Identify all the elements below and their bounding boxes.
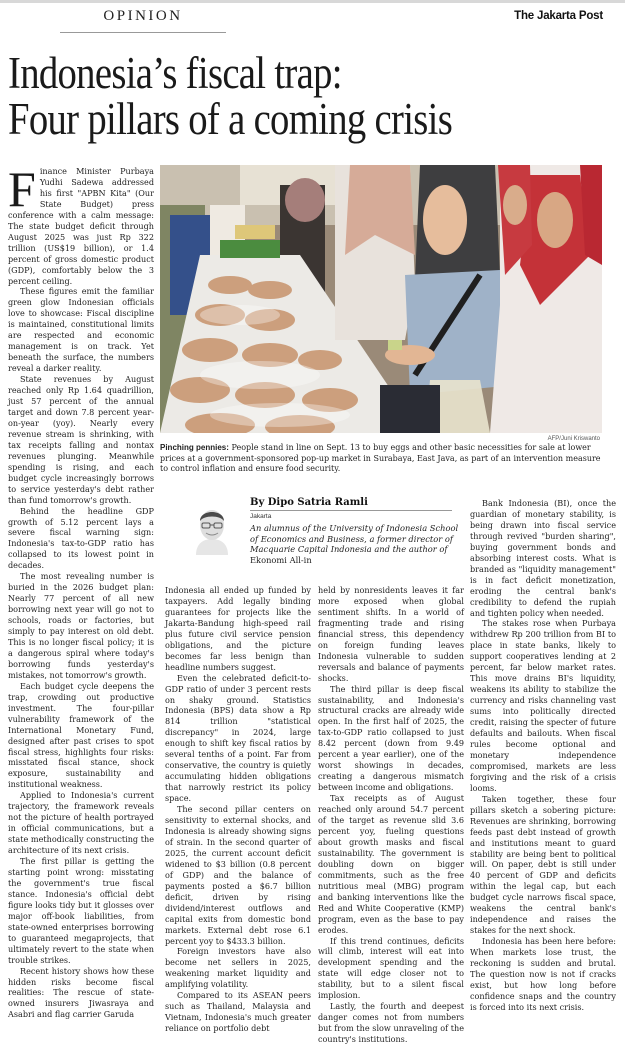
paragraph: Tax receipts as of August reached only around 54.7 percent of the target as revenue slid 3.6 percent yoy, fueling questions about growth masks and fiscal sustainability. The government is doubling down on bigger commitments, such as the free nutritious meal (MBG) program and banking interventions like the Red and White Cooperative (KMP) program, even as the base to pay erodes. (318, 793, 464, 935)
author-portrait (192, 503, 232, 555)
section-label: OPINION (60, 8, 226, 33)
paragraph: If this trend continues, deficits will climb, interest will eat into development spending and the state will edge closer not to stability, but to a silent fiscal implosion. (318, 935, 464, 1001)
author-byline: By Dipo Satria Ramli (250, 497, 452, 511)
book-title: Ekonomi All-in (250, 554, 312, 565)
paragraph: These figures emit the familiar green glow Indonesian officials love to showcase: Fiscal discipline is maintained, constitutional limits are respected and economic management is on track. Yet beneath the surface, the numbers reveal a darker reality. (8, 286, 154, 374)
article-column-2 (165, 585, 311, 1034)
photo-caption (160, 443, 610, 475)
paragraph: State revenues by August reached only Rp 1.64 quadrillion, just 57 percent of the annual target and down 7.8 percent year-on-year (yoy). Nearly every revenue stream is shrinking, with tax receipts falling and nontax revenues plunging. Meanwhile spending is rising, and each budget cycle increasingly borrows to service yesterday's debt rather than fund tomorrow's growth. (8, 374, 154, 505)
caption-lead: Pinching pennies: (160, 443, 229, 452)
author-bio: An alumnus of the University of Indonesia School of Economics and Business, a former director of Macquarie Capital Indonesia and the author of Ekonomi All-in (250, 523, 459, 565)
publication-masthead: The Jakarta Post (514, 10, 603, 22)
article-column-4 (470, 498, 616, 1013)
paragraph: Even the celebrated deficit-to-GDP ratio of under 3 percent rests on shaky ground. Statistics Indonesia (BPS) data show a Rp 814 trillion "statistical discrepancy" in 2024, large enough to shift key fiscal ratios by several tenths of a point. Far from conservative, the country is quietly accumulating hidden obligations that narrowly restrict its policy space. (165, 672, 311, 804)
paragraph: Indonesia has been here before: When markets lose trust, the reckoning is sudden and brutal. The question now is not if cracks exist, but how long before confidence snaps and the country is forced into its next crisis. (470, 936, 616, 1012)
paragraph: Each budget cycle deepens the trap, crowding out productive investment. The four-pillar vulnerability framework of the International Monetary Fund, designed after past crises to spot fiscal stress, highlights four risks: misstated fiscal stance, shock exposure, sustainability and institutional weakness. (8, 680, 154, 790)
paragraph: Behind the headline GDP growth of 5.12 percent lays a severe fiscal warning sign: Indonesia's tax-to-GDP ratio has collapsed to its lowest point in decades. (8, 505, 154, 571)
caption-text: People stand in line on Sept. 13 to buy eggs and other basic necessities for sale at lower prices at a government-sponsored pop-up market in Surabaya, East Java, as part of an intervention measure to control inflation and ensure food security. (160, 443, 601, 473)
paragraph: Taken together, these four pillars sketch a sobering picture: Revenues are shrinking, borrowing feeds past debt instead of growth and institutions meant to guard stability are being bent to political will. On paper, debt is still under 40 percent of GDP and deficits within the legal cap, but each budget cycle narrows fiscal space, weakens the central bank's independence and raises the stakes for the next shock. (470, 793, 616, 936)
paragraph: The third pillar is deep fiscal sustainability, and Indonesia's structural cracks are already wide open. In the first half of 2025, the tax-to-GDP ratio collapsed to just 8.42 percent (down from 9.49 percent a year earlier), one of the worst showings in decades, creating a dangerous mismatch between income and obligations. (318, 683, 464, 793)
paragraph: Finance Minister Purbaya Yudhi Sadewa addressed his first "APBN Kita" (Our State Budget) press conference with a calm message: The state budget deficit through August 2025 was just Rp 322 trillion (US$19 billion), or 1.4 percent of gross domestic product (GDP), comfortably below the 3 percent ceiling. (8, 161, 154, 286)
paragraph: Applied to Indonesia's current trajectory, the framework reveals not the picture of health portrayed in official communications, but a state methodically constructing the architecture of its next crisis. (8, 790, 154, 856)
market-photo-illustration (160, 165, 602, 433)
paragraph: Lastly, the fourth and deepest danger comes not from numbers but from the slow unraveling of the country's institutions. (318, 1001, 464, 1045)
dateline: Jakarta (250, 513, 272, 520)
photo-credit: AFP/Juni Kriswanto (547, 436, 600, 442)
headline-line-1: Indonesia’s fiscal trap: (8, 48, 342, 98)
top-border (0, 0, 625, 3)
dropcap: F (8, 161, 36, 217)
headline-line-2: Four pillars of a coming crisis (8, 94, 453, 144)
paragraph: Indonesia all ended up funded by taxpayers. Add legally binding guarantees for projects like the Jakarta-Bandung high-speed rail plus future civil service pension obligations, and the picture becomes far less benign than headline numbers suggest. (165, 585, 311, 672)
paragraph: Foreign investors have also become net sellers in 2025, weakening market liquidity and amplifying volatility. (165, 946, 311, 990)
paragraph: The most revealing number is buried in the 2026 budget plan: Nearly 77 percent of all new borrowing next year will go not to schools, roads or factories, but simply to pay interest on old debt. This is no longer fiscal policy; it is a dangerous spiral where today's borrowing funds yesterday's mistakes, not tomorrow's growth. (8, 571, 154, 680)
article-column-3 (318, 585, 464, 1045)
paragraph: Bank Indonesia (BI), once the guardian of monetary stability, is being drawn into fiscal service through revived "burden sharing", buying government bonds and absorbing interest costs. What is branded as "liquidity management" is in fact deficit monetization, eroding the central bank's credibility to defend the rupiah and tighten policy when needed. (470, 498, 616, 618)
paragraph: held by nonresidents leaves it far more exposed when global sentiment shifts. In a world of fragmenting trade and rising financial stress, this dependency on foreign funding leaves Indonesia vulnerable to sudden reversals and balance of payments shocks. (318, 585, 464, 683)
headline (8, 50, 533, 142)
paragraph: Compared to its ASEAN peers such as Thailand, Malaysia and Vietnam, Indonesia's much greater reliance on portfolio debt (165, 990, 311, 1034)
paragraph: The second pillar centers on sensitivity to external shocks, and Indonesia is already showing signs of strain. In the second quarter of 2025, the current account deficit widened to $3 billion (0.8 percent of GDP) and the balance of payments posted a $6.7 billion deficit, driven by rising dividend/interest outflows and capital exits from domestic bond markets. External debt rose 6.1 percent yoy to $433.3 billion. (165, 804, 311, 946)
paragraph: The stakes rose when Purbaya withdrew Rp 200 trillion from BI to place in state banks, likely to support cooperatives lending at 2 percent, far below market rates. This move drains BI's liquidity, weakens its ability to stabilize the currency and risks channeling vast sums into politically directed credit, raising the specter of future defaults and bailouts. When fiscal rules become optional and monetary independence compromised, markets are less forgiving and the risk of a crisis looms. (470, 618, 616, 793)
paragraph: The first pillar is getting the starting point wrong: misstating the government's true fiscal stance. Indonesia's official debt figure looks tidy but it glosses over major off-book liabilities, from state-owned enterprises borrowing to guaranteed megaprojects, that ultimately revert to the state when trouble strikes. (8, 856, 154, 965)
article-photo (160, 165, 602, 433)
paragraph: Recent history shows how these hidden risks become fiscal realities: The rescue of state-owned insurers Jiwasraya and Asabri and flag carrier Garuda (8, 965, 154, 1020)
article-column-1 (8, 161, 154, 1020)
